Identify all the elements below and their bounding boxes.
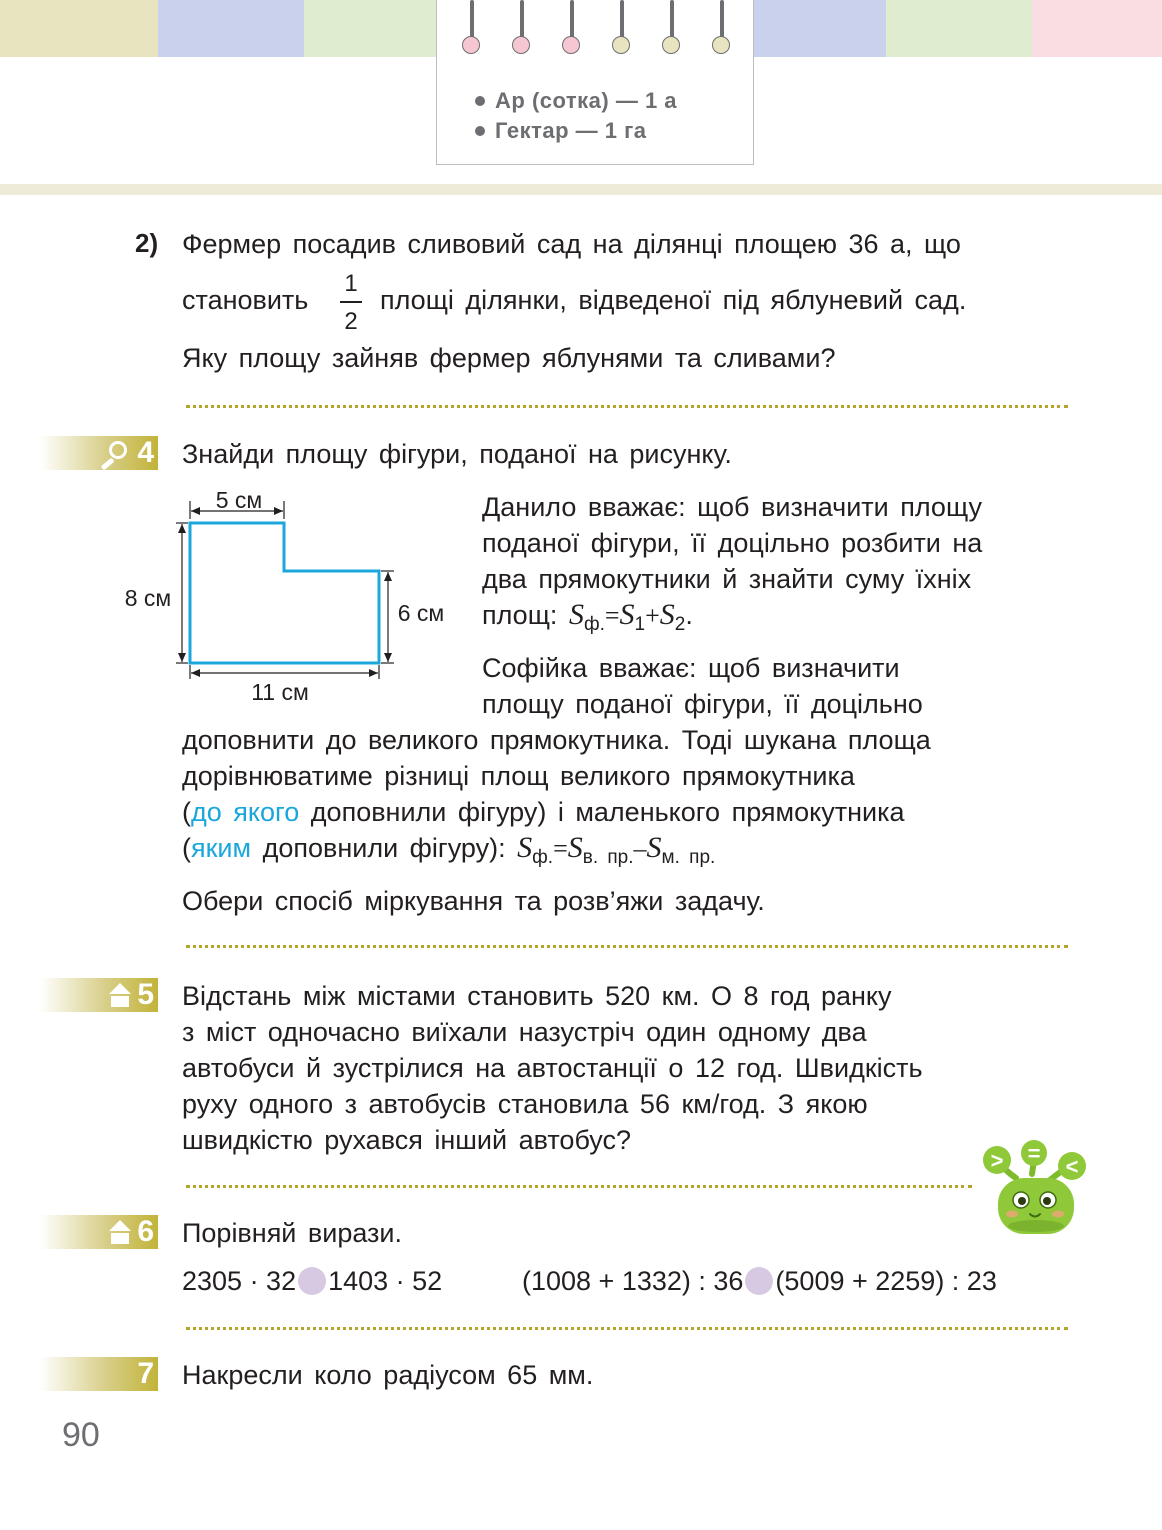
task-prev-line2-after: площі ділянки, відведеної під яблуневий сад. — [380, 285, 967, 315]
label-left: 8 см — [124, 585, 172, 611]
l-shape-figure — [110, 485, 470, 710]
ring-icon — [662, 0, 682, 56]
fraction-one-half — [340, 270, 362, 336]
danylo-formula-line: площ: $S_{ф.}=S_1+S_2$. — [482, 598, 693, 635]
answer-dotted-line[interactable] — [186, 945, 1068, 948]
comparison-1: 2305 · 32 1403 · 52 — [182, 1266, 443, 1296]
comparison-circle[interactable] — [298, 1267, 326, 1295]
sofiika-line1: Софійка вважає: щоб визначити — [482, 653, 900, 683]
mascot-symbol-equal: = — [1027, 1141, 1041, 1166]
comparison-2: (1008 + 1332) : 36 (5009 + 2259) : 23 — [522, 1266, 997, 1296]
answer-dotted-line[interactable] — [186, 1327, 1068, 1330]
task-prev-line3: Яку площу зайняв фермер яблунями та сливами? — [182, 343, 836, 373]
header-stripe-4 — [754, 0, 886, 57]
home-icon — [109, 1220, 131, 1244]
task-number-band — [40, 978, 158, 1012]
label-top: 5 см — [215, 487, 263, 513]
ring-icon — [512, 0, 532, 56]
danylo-line3: два прямокутники й знайти суму їхніх — [482, 564, 972, 594]
figure-outline — [190, 523, 379, 663]
header-stripe-5 — [886, 0, 1032, 57]
task-badge — [109, 1215, 154, 1249]
memo-notepad — [436, 0, 754, 165]
task-badge — [137, 1357, 154, 1391]
memo-line-hectare: Гектар — 1 га — [475, 118, 647, 144]
sofiika-line6: (яким доповнили фігуру): $S_{ф.}=S_{в. пр.}-S_{м. пр.}$ — [182, 831, 716, 868]
task5-line2: з міст одночасно виїхали назустріч один одному два — [182, 1017, 867, 1047]
ring-icon — [612, 0, 632, 56]
mascot-symbol-greater: > — [990, 1148, 1004, 1173]
ring-icon — [712, 0, 732, 56]
highlight-text: до якого — [191, 797, 300, 827]
subtask-number: 2) — [135, 228, 159, 258]
task5-line4: руху одного з автобусів становила 56 км/год. З якою — [182, 1089, 868, 1119]
sofiika-line2: площу поданої фігури, її доцільно — [482, 689, 923, 719]
sofiika-line3: доповнити до великого прямокутника. Тоді шукана площа — [182, 725, 931, 755]
page-number: 90 — [62, 1416, 100, 1454]
sofiika-line4: дорівнюватиме різниці площ великого прямокутника — [182, 761, 855, 791]
danylo-line2: поданої фігури, її доцільно розбити на — [482, 528, 983, 558]
task-number-band — [40, 1215, 158, 1249]
header-stripe-3 — [304, 0, 436, 57]
mascot-character — [970, 1140, 1095, 1240]
task5-line3: автобуси й зустрілися на автостанції о 12 год. Швидкість — [182, 1053, 923, 1083]
task-badge — [109, 978, 154, 1012]
answer-dotted-line[interactable] — [186, 405, 1068, 408]
sofiika-line5: (до якого доповнили фігуру) і маленького прямокутника — [182, 797, 905, 827]
fraction-denominator: 2 — [344, 308, 358, 335]
answer-dotted-line[interactable] — [186, 1185, 972, 1188]
task-number: 6 — [137, 1215, 154, 1248]
task-number: 5 — [137, 978, 154, 1011]
task4-closing: Обери спосіб міркування та розв’яжи задачу. — [182, 886, 765, 916]
ring-icon — [462, 0, 482, 56]
header-bottom-band — [0, 184, 1162, 195]
ring-icon — [562, 0, 582, 56]
task-number-band — [40, 436, 158, 470]
magnifier-icon — [95, 440, 131, 466]
task-prev-line2-before: становить — [182, 285, 309, 315]
formula-sum: $S_{ф.}=S_1+S_2$ — [568, 598, 686, 635]
bullet-icon — [475, 126, 485, 136]
memo-line-are: Ар (сотка) — 1 а — [475, 88, 677, 114]
task6-prompt: Порівняй вирази. — [182, 1218, 403, 1248]
header-stripe-2 — [158, 0, 304, 57]
task5-line5: швидкістю рухався інший автобус? — [182, 1125, 632, 1155]
formula-difference: $S_{ф.}=S_{в. пр.}-S_{м. пр.}$ — [517, 831, 716, 868]
header-stripe-6 — [1032, 0, 1162, 57]
mascot-symbol-less: < — [1065, 1154, 1079, 1179]
task7-prompt: Накресли коло радіусом 65 мм. — [182, 1360, 594, 1390]
danylo-line1: Данило вважає: щоб визначити площу — [482, 492, 982, 522]
task-number: 4 — [137, 436, 154, 469]
fraction-numerator: 1 — [344, 270, 358, 297]
task4-prompt: Знайди площу фігури, поданої на рисунку. — [182, 439, 732, 469]
highlight-text: яким — [191, 833, 252, 863]
task-prev-line1: Фермер посадив сливовий сад на ділянці площею 36 а, що — [182, 229, 961, 259]
home-icon — [109, 983, 131, 1007]
task-number-band — [40, 1357, 158, 1391]
bullet-icon — [475, 96, 485, 106]
task5-line1: Відстань між містами становить 520 км. О 8 год ранку — [182, 981, 892, 1011]
header-stripe-1 — [0, 0, 158, 57]
task-badge — [95, 436, 154, 470]
label-right: 6 см — [397, 600, 445, 626]
comparison-circle[interactable] — [745, 1267, 773, 1295]
fraction-bar — [340, 301, 362, 303]
label-bottom: 11 см — [251, 679, 309, 705]
task-number: 7 — [137, 1357, 154, 1390]
